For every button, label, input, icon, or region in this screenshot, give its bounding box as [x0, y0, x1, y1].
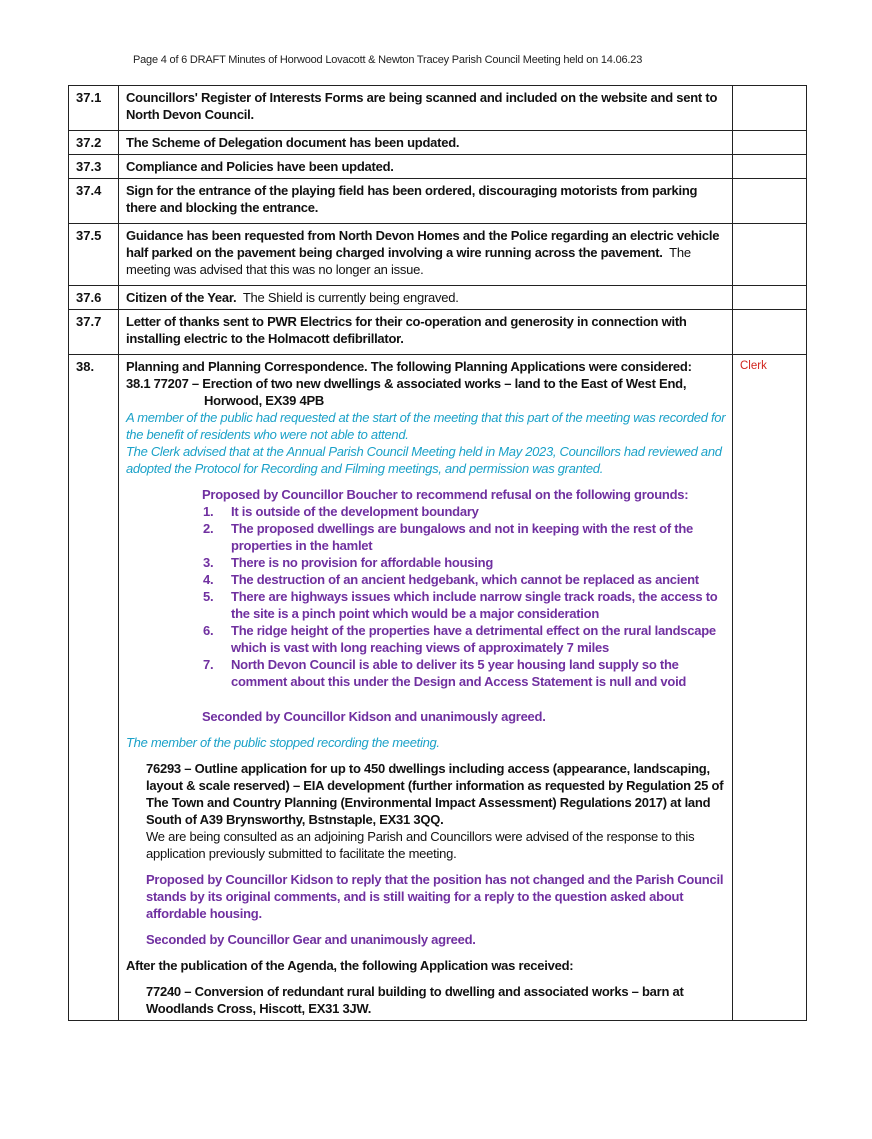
item-text: Compliance and Policies have been updated. — [119, 155, 733, 179]
item-number: 37.5 — [69, 224, 119, 286]
action-cell-clerk: Clerk — [733, 355, 807, 1021]
seconded-kidson: Seconded by Councillor Kidson and unanimously agreed. — [202, 709, 546, 724]
application-2-title: 76293 – Outline application for up to 450 dwellings including access (appearance, landscaping, layout & scale reserved) – EIA development (further information as requested by Regulation 25 of The Town and Country Planning (Environmental Impact Assessment) Regulations 2017) at land South of A39 Brynsworthy, Bstnstaple, EX31 3QQ. — [146, 761, 724, 827]
action-cell — [733, 155, 807, 179]
list-number: 1. — [203, 504, 214, 519]
list-text: North Devon Council is able to deliver its 5 year housing land supply so the comment about this under the Design and Access Statement is null and void — [231, 657, 687, 689]
page-header: Page 4 of 6 DRAFT Minutes of Horwood Lovacott & Newton Tracey Parish Council Meeting held on 14.06.23 — [133, 54, 643, 66]
list-item — [203, 520, 727, 554]
application-2-note: We are being consulted as an adjoining Parish and Councillors were advised of the response to this application previously submitted to facilitate the meeting. — [146, 829, 695, 861]
item-number: 38. — [69, 355, 119, 1021]
action-cell — [733, 286, 807, 310]
item-text — [119, 286, 733, 310]
planning-item — [119, 355, 733, 1021]
public-note: A member of the public had requested at the start of the meeting that this part of the meeting was recorded for the benefit of residents who were not able to attend. — [126, 410, 726, 442]
list-text: The destruction of an ancient hedgebank, which cannot be replaced as ancient — [231, 572, 699, 587]
proposal-boucher: Proposed by Councillor Boucher to recommend refusal on the following grounds: — [202, 487, 689, 502]
list-item — [203, 554, 727, 571]
list-item — [203, 588, 727, 622]
list-item — [203, 571, 727, 588]
table-row — [69, 286, 807, 310]
table-row — [69, 155, 807, 179]
table-row — [69, 224, 807, 286]
list-number: 2. — [203, 521, 214, 536]
proposal-kidson: Proposed by Councillor Kidson to reply that the position has not changed and the Parish Council stands by its original comments, and is still waiting for a reply to the question asked about affordable housing. — [146, 872, 724, 921]
list-text: The ridge height of the properties have a detrimental effect on the rural landscape which is vast with long reaching views of approximately 7 miles — [231, 623, 716, 655]
item-number: 37.1 — [69, 86, 119, 131]
clerk-note: The Clerk advised that at the Annual Parish Council Meeting held in May 2023, Councillors had reviewed and adopted the Protocol for Recording and Filming meetings, and permission was granted. — [126, 444, 722, 476]
list-number: 7. — [203, 657, 214, 672]
list-number: 5. — [203, 589, 214, 604]
list-number: 3. — [203, 555, 214, 570]
application-1-location: Horwood, EX39 4PB — [204, 393, 324, 408]
table-row — [69, 355, 807, 1021]
item-text — [119, 224, 733, 286]
list-item — [203, 622, 727, 656]
after-agenda-note: After the publication of the Agenda, the following Application was received: — [126, 958, 574, 973]
list-text: The proposed dwellings are bungalows and not in keeping with the rest of the properties in the hamlet — [231, 521, 694, 553]
item-number: 37.4 — [69, 179, 119, 224]
table-row — [69, 86, 807, 131]
action-cell — [733, 224, 807, 286]
item-text-normal: The meeting was advised that this was no longer an issue. — [126, 245, 691, 277]
item-text-normal: The Shield is currently being engraved. — [242, 290, 459, 305]
application-3-title: 77240 – Conversion of redundant rural building to dwelling and associated works – barn at Woodlands Cross, Hiscott, EX31 3JW. — [146, 984, 684, 1016]
list-text: It is outside of the development boundary — [231, 504, 479, 519]
minutes-table — [68, 85, 807, 1021]
table-row — [69, 131, 807, 155]
table-row — [69, 310, 807, 355]
list-item — [203, 656, 727, 690]
action-cell — [733, 86, 807, 131]
action-cell — [733, 179, 807, 224]
list-item — [203, 503, 727, 520]
application-1-title: 38.1 77207 – Erection of two new dwellings & associated works – land to the East of West End, — [126, 376, 687, 391]
item-number: 37.2 — [69, 131, 119, 155]
action-cell — [733, 131, 807, 155]
planning-heading: Planning and Planning Correspondence. The following Planning Applications were considered: — [126, 359, 692, 374]
recording-stopped-note: The member of the public stopped recording the meeting. — [126, 735, 440, 750]
item-text: The Scheme of Delegation document has been updated. — [119, 131, 733, 155]
action-cell — [733, 310, 807, 355]
list-text: There is no provision for affordable housing — [231, 555, 494, 570]
seconded-gear: Seconded by Councillor Gear and unanimously agreed. — [146, 932, 476, 947]
refusal-grounds-list — [126, 503, 727, 690]
item-text-bold: Guidance has been requested from North Devon Homes and the Police regarding an electric vehicle half parked on the pavement being charged involving a wire running across the pavement. — [126, 228, 720, 260]
item-text-bold: Citizen of the Year. — [126, 290, 237, 305]
list-number: 4. — [203, 572, 214, 587]
item-text: Letter of thanks sent to PWR Electrics for their co-operation and generosity in connection with installing electric to the Holmacott defibrillator. — [119, 310, 733, 355]
item-text: Sign for the entrance of the playing field has been ordered, discouraging motorists from parking there and blocking the entrance. — [119, 179, 733, 224]
table-row — [69, 179, 807, 224]
item-number: 37.6 — [69, 286, 119, 310]
list-number: 6. — [203, 623, 214, 638]
item-number: 37.7 — [69, 310, 119, 355]
list-text: There are highways issues which include narrow single track roads, the access to the site is a pinch point which would be a major consideration — [231, 589, 718, 621]
item-text: Councillors' Register of Interests Forms are being scanned and included on the website and sent to North Devon Council. — [119, 86, 733, 131]
item-number: 37.3 — [69, 155, 119, 179]
